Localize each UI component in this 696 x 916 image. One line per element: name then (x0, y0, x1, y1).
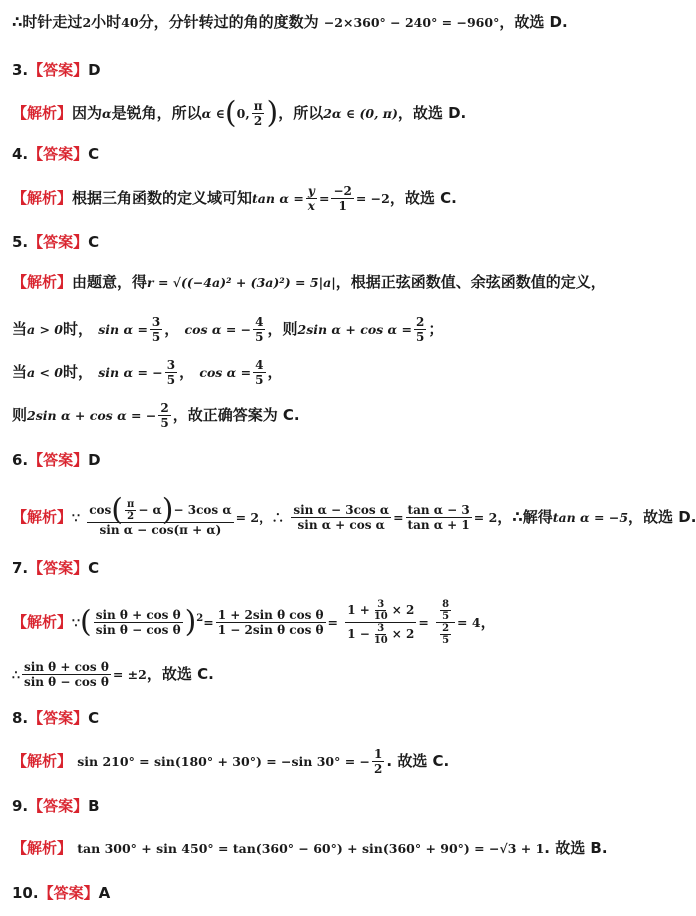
answer-value: D (88, 451, 101, 469)
text: ，故选 C. (146, 665, 214, 683)
question-5-conclusion (12, 400, 632, 431)
text: . 故选 B. (544, 839, 608, 857)
question-number: 9. (12, 797, 29, 815)
text: ， (267, 363, 283, 381)
fraction: $\frac{-2}{1}$ (333, 184, 352, 213)
question-number: 7. (12, 559, 29, 577)
analysis-tag: 【解析】 (12, 752, 73, 770)
question-4-answer (12, 144, 632, 164)
fraction: $\frac{2}{5}$ (160, 401, 169, 430)
text: 当 (12, 320, 28, 338)
math: −2×360° − 240° = −960° (323, 15, 500, 30)
answer-tag: 【答案】 (28, 451, 89, 469)
math: 2 (82, 15, 92, 30)
question-number: 5. (12, 233, 29, 251)
text: ，则 (267, 320, 298, 338)
math: tan α = (252, 191, 304, 206)
question-8-analysis (12, 746, 632, 777)
math: cos α = − (184, 322, 252, 337)
answer-tag: 【答案】 (28, 145, 89, 163)
fraction: $\frac{\frac{8}{5}}{\frac{2}{5}}$ (436, 599, 455, 646)
analysis-tag: 【解析】 (12, 839, 73, 857)
answer-tag: 【答案】 (28, 797, 89, 815)
question-6-analysis: 【解析】∵ cos( $\frac{\pi}{2}$ − α)− 3cos α sin α − cos(π + α) = 2，∴ $\frac{\text{sin α − 3cos α}}{\text{sin α + cos α}}$ = $\frac{\text{tan α − 3}}{\text{tan α + 1}}$ = 2，∴解得tan α = −5，故选 D. (12, 492, 696, 537)
text: ，所以 (278, 104, 324, 122)
fraction: $\frac{\text{sin α − 3cos α}}{\text{sin α + cos α}}$ (293, 503, 390, 532)
text: 因为 (72, 104, 103, 122)
math: r = √((−4a)² + (3a)²) = 5|a| (147, 275, 336, 290)
text: 小时 (91, 13, 122, 31)
fraction: $\frac{3}{5}$ (166, 358, 176, 387)
fraction: $\frac{\text{1 + 2sin θ cos θ}}{\text{1 − 2sin θ cos θ}}$ (217, 608, 324, 637)
question-number: 3. (12, 61, 29, 79)
question-number: 6. (12, 451, 29, 469)
fraction: $\frac{\text{tan α − 3}}{\text{tan α + 1}}$ (407, 503, 470, 532)
fraction: $\frac{2}{5}$ (416, 315, 425, 344)
math: 40 (121, 15, 139, 30)
math: α ∈ (201, 106, 225, 121)
text: 当 (12, 363, 28, 381)
math: 0, (236, 106, 250, 121)
text: 时， (63, 363, 94, 381)
math: = −2 (355, 191, 390, 206)
math: sin α = − (98, 365, 163, 380)
fraction: 1 + $\frac{3}{10}$ × 2 1 − $\frac{3}{10}$ × 2 (347, 599, 415, 646)
answer-value: C (88, 709, 100, 727)
math: cos α = (199, 365, 252, 380)
answer-value: D (88, 61, 101, 79)
math: ，∴ (259, 510, 285, 525)
text: ，∴解得 (497, 508, 553, 526)
text: 则 (12, 406, 28, 424)
fraction: $\frac{\text{sin θ + cos θ}}{\text{sin θ − cos θ}}$ (95, 608, 181, 637)
math: tan α = −5 (552, 510, 629, 525)
question-5-case-negative: 当a < 0时， sin α = − $\frac{3}{5}$ ， cos α = $\frac{4}{5}$ ， (12, 358, 283, 387)
question-number: 4. (12, 145, 29, 163)
answer-tag: 【答案】 (28, 233, 89, 251)
answer-value: C (88, 233, 100, 251)
math: ∵ (72, 615, 80, 630)
math: ∴ (12, 667, 20, 682)
text: ，故选 D. (628, 508, 696, 526)
question-8-answer (12, 708, 632, 728)
question-5-analysis (12, 272, 632, 293)
question-number: 8. (12, 709, 29, 727)
paren-left: ( (224, 95, 237, 131)
question-5-answer (12, 232, 632, 252)
question-5-case-positive: 当a > 0时， sin α = $\frac{3}{5}$ ， cos α = − $\frac{4}{5}$ ，则2sin α + cos α = $\frac{2}{5}$ ； (12, 315, 444, 344)
text: ，故正确答案为 C. (172, 406, 300, 424)
math: 2sin α + cos α = − (27, 408, 157, 423)
question-9-analysis (12, 838, 632, 859)
fraction: $\frac{4}{5}$ (255, 315, 264, 344)
math: sin α = (98, 322, 148, 337)
text: ，根据正弦函数值、余弦函数值的定义， (335, 273, 606, 291)
line-1 (12, 12, 632, 33)
text: ； (428, 320, 444, 338)
question-7-analysis: 【解析】∵( $\frac{\text{sin θ + cos θ}}{\text{sin θ − cos θ}}$ )$^2$= $\frac{\text{1 + 2sin θ cos θ}}{\text{1 − 2sin θ cos θ}}$ = 1 + $\frac{3}{10}$ × 2 1 − $\frac{3}{10}$ × 2 = $\frac{\frac{8}{5}}{\frac{2}{5}}$ = 4， (12, 599, 496, 646)
answer-value: C (88, 145, 100, 163)
answer-tag: 【答案】 (28, 709, 89, 727)
analysis-tag: 【解析】 (12, 189, 73, 207)
text: . 故选 C. (386, 752, 450, 770)
question-4-analysis: 【解析】根据三角函数的定义域可知tan α = $\frac{y}{x}$ = $\frac{-2}{1}$ = −2，故选 C. (12, 184, 457, 213)
math: α (102, 106, 112, 121)
answer-tag: 【答案】 (28, 559, 89, 577)
math: 2sin α + cos α = (297, 322, 413, 337)
text: ， (480, 613, 496, 631)
answer-value: B (88, 797, 100, 815)
math: ∵ (72, 510, 80, 525)
answer-tag: 【答案】 (28, 61, 89, 79)
text: 时， (63, 320, 94, 338)
text: 由题意，得 (72, 273, 148, 291)
fraction: $\frac{y}{x}$ (307, 184, 315, 213)
math: = 2 (473, 510, 498, 525)
fraction: $\frac{4}{5}$ (255, 358, 264, 387)
fraction: $\frac{\pi}{2}$ (253, 99, 263, 128)
answer-value: A (98, 884, 111, 902)
math: = 4 (457, 615, 481, 630)
analysis-tag: 【解析】 (12, 104, 73, 122)
text: 是锐角，所以 (111, 104, 202, 122)
question-10-answer (12, 883, 632, 903)
text: ，故选 C. (389, 189, 457, 207)
fraction: $\frac{3}{5}$ (151, 315, 161, 344)
math: a < 0 (27, 365, 63, 380)
math: tan 300° + sin 450° = tan(360° − 60°) + sin(360° + 90°) = −√3 + 1 (77, 841, 545, 856)
question-3-answer (12, 60, 632, 80)
text: ，故选 D. (499, 13, 568, 31)
math: sin 210° = sin(180° + 30°) = −sin 30° = − (77, 754, 371, 769)
question-number: 10. (12, 884, 39, 902)
question-6-answer (12, 450, 632, 470)
question-9-answer (12, 796, 632, 816)
math: 2α ∈ (0, π) (323, 106, 398, 121)
question-7-conclusion (12, 658, 632, 691)
analysis-tag: 【解析】 (12, 273, 73, 291)
question-3-analysis (12, 95, 632, 131)
text: 分，分针转过的角的度数为 (138, 13, 319, 31)
text: ∴时针走过 (12, 13, 83, 31)
paren-right: ) (266, 95, 279, 131)
text: 根据三角函数的定义域可知 (72, 189, 253, 207)
fraction: $\frac{1}{2}$ (374, 747, 383, 776)
fraction: cos( $\frac{\pi}{2}$ − α)− 3cos α sin α − cos(π + α) (89, 492, 232, 537)
analysis-tag: 【解析】 (12, 508, 73, 526)
math: = 2 (235, 510, 260, 525)
analysis-tag: 【解析】 (12, 613, 73, 631)
answer-tag: 【答案】 (38, 884, 99, 902)
fraction: $\frac{\text{sin θ + cos θ}}{\text{sin θ − cos θ}}$ (23, 660, 109, 689)
answer-value: C (88, 559, 100, 577)
math: a > 0 (27, 322, 63, 337)
math: = ±2 (112, 667, 147, 682)
question-7-answer (12, 558, 632, 578)
text: ，故选 D. (397, 104, 467, 122)
